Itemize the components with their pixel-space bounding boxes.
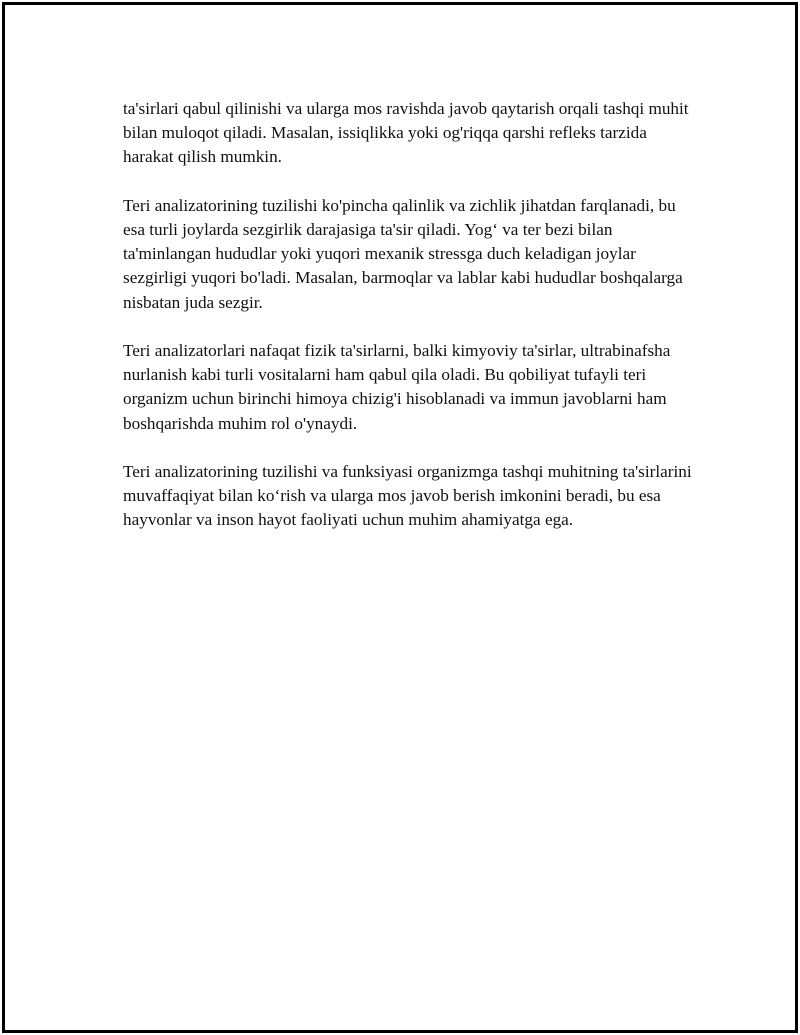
paragraph-2: Teri analizatorining tuzilishi ko'pincha qalinlik va zichlik jihatdan farqlanadi, bu esa turli joylarda sezgirlik darajasiga ta'sir qiladi. Yog‘ va ter bezi bilan ta'minlangan hududlar yoki yuqori mexanik stressga duch keladigan joylar sezgirligi yuqori bo'ladi. Masalan, barmoqlar va lablar kabi hududlar boshqalarga nisbatan juda sezgir. [123,195,683,312]
page-frame [2,2,798,1033]
paragraph-4: Teri analizatorining tuzilishi va funksiyasi organizmga tashqi muhitning ta'sirlarini muvaffaqiyat bilan ko‘rish va ularga mos javob berish imkonini beradi, bu esa hayvonlar va inson hayot faoliyati uchun muhim ahamiyatga ega. [123,462,692,530]
paragraph-3: Teri analizatorlari nafaqat fizik ta'sirlarni, balki kimyoviy ta'sirlar, ultrabinafsha nurlanish kabi turli vositalarni ham qabul qila oladi. Bu qobiliyat tufayli teri organizm uchun birinchi himoya chizig'i hisoblanadi va immun javoblarni ham boshqarishda muhim rol o'ynaydi. [123,341,671,433]
paragraph-1: ta'sirlari qabul qilinishi va ularga mos ravishda javob qaytarish orqali tashqi muhit bilan muloqot qiladi. Masalan, issiqlikka yoki og'riqqa qarshi refleks tarzida harakat qilish mumkin. [123,99,689,167]
page-content [119,97,699,557]
